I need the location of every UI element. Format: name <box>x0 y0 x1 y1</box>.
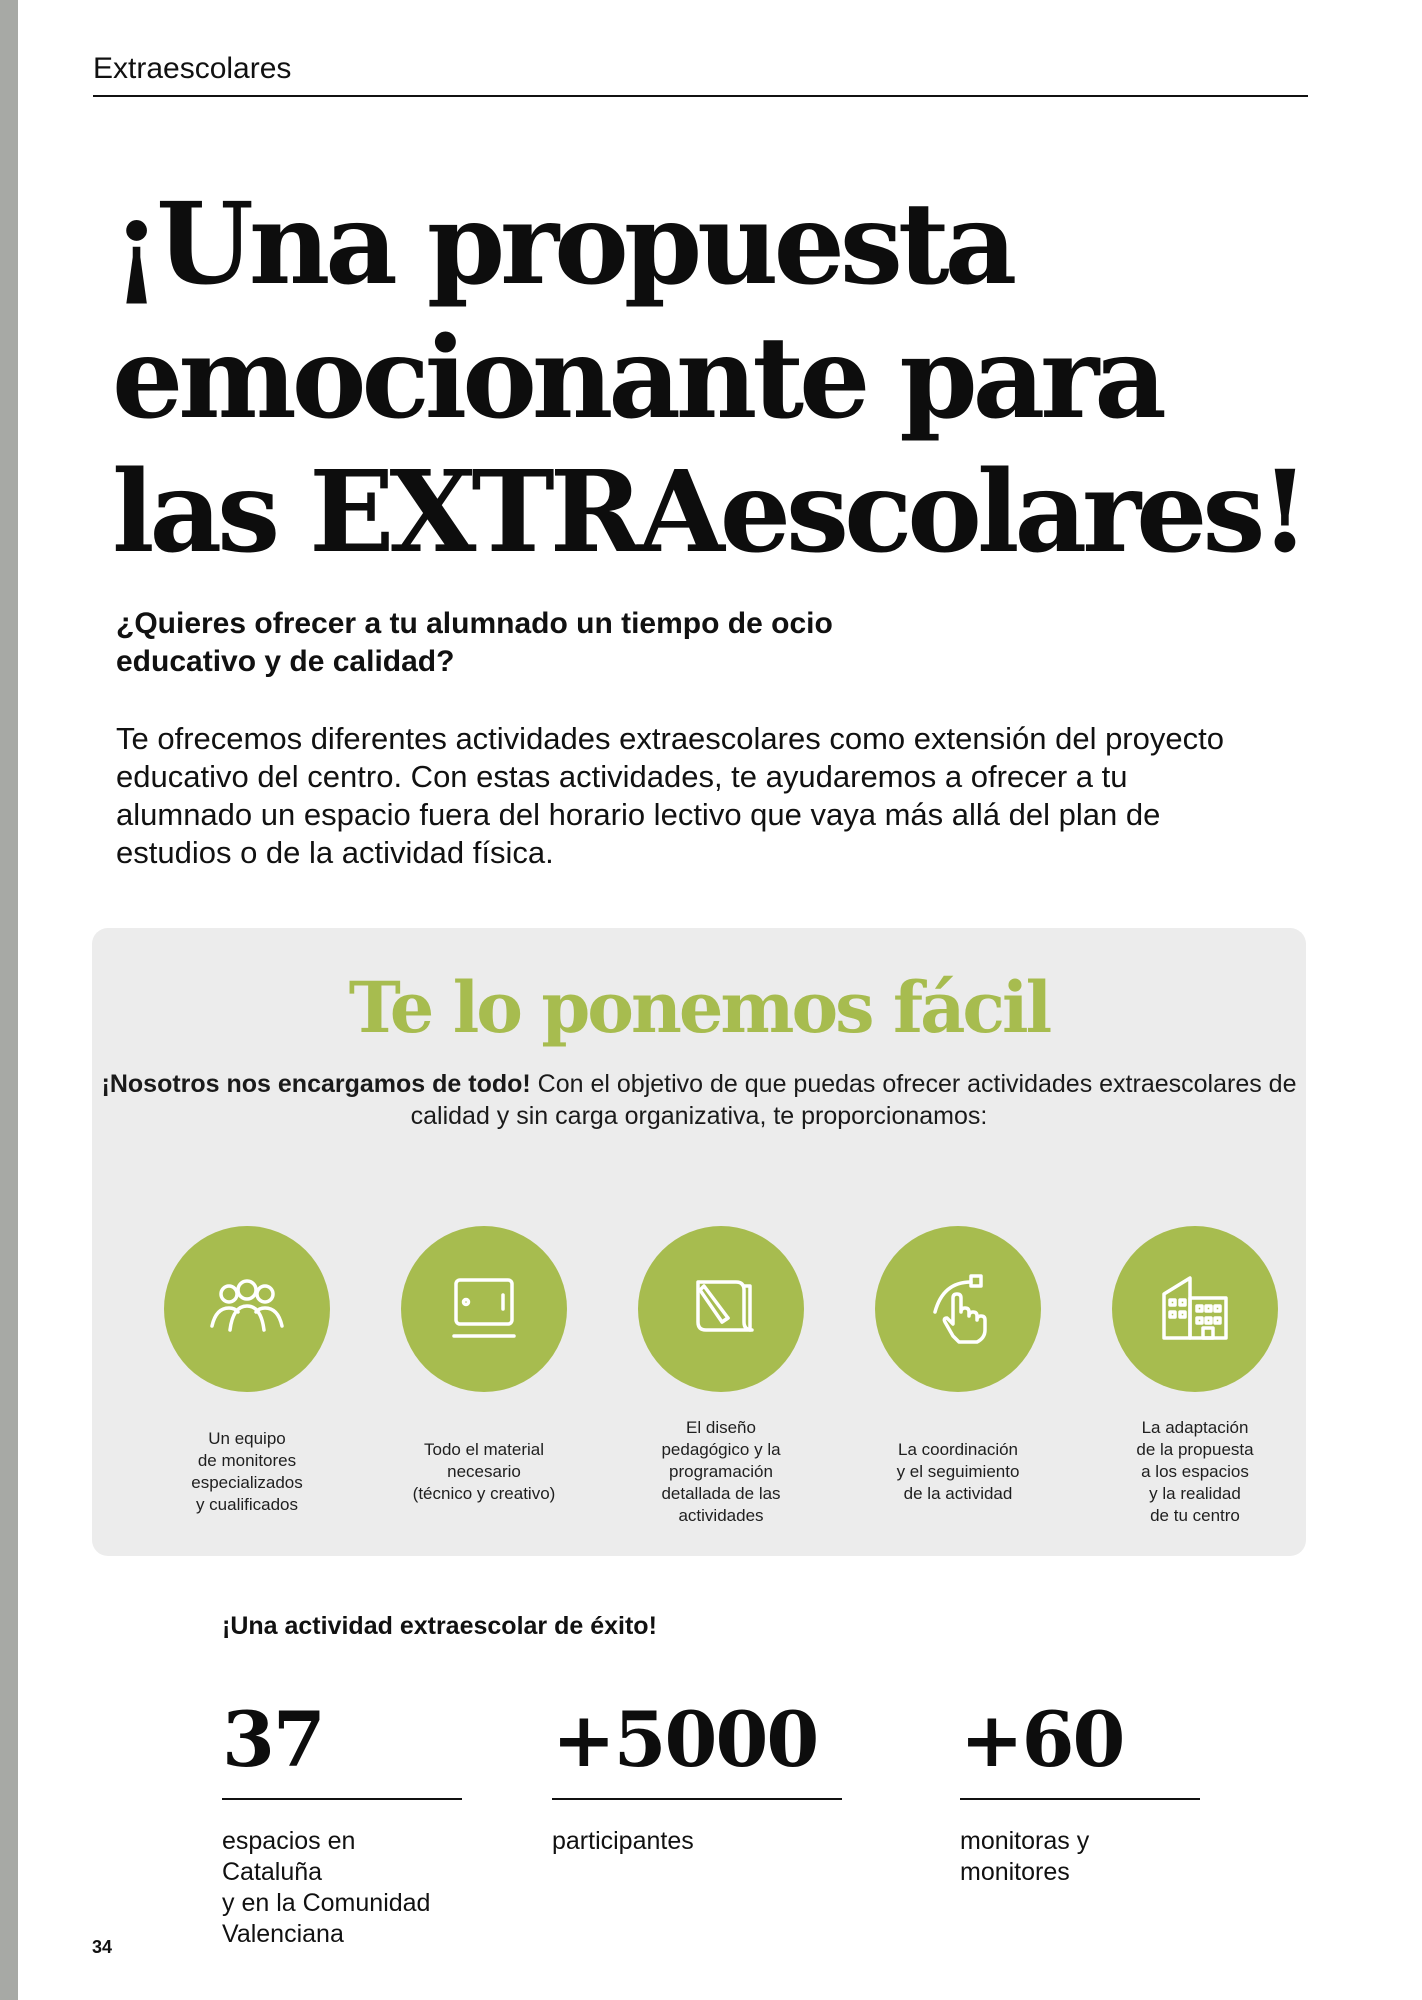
success-title: ¡Una actividad extraescolar de éxito! <box>222 1612 657 1640</box>
feature-panel <box>92 928 1306 1556</box>
stat-rule <box>960 1798 1200 1800</box>
stat-label: espacios en Cataluña y en la Comunidad Valenciana <box>222 1827 431 1948</box>
feature-item-material <box>369 1226 599 1528</box>
panel-lead <box>92 1068 1306 1132</box>
stat-monitors <box>960 1695 1200 1888</box>
feature-circle <box>164 1226 330 1392</box>
page-number: 34 <box>92 1937 113 1957</box>
feature-circle <box>875 1226 1041 1392</box>
feature-item-adaptation <box>1080 1226 1310 1528</box>
feature-item-coordination <box>843 1226 1073 1528</box>
stat-value: +5000 <box>552 1695 818 1784</box>
feature-circle <box>638 1226 804 1392</box>
lead-question: ¿Quieres ofrecer a tu alumnado un tiempo de ocio educativo y de calidad? <box>116 607 833 678</box>
stat-label: participantes <box>552 1827 694 1855</box>
headline-line-2: emocionante para <box>112 313 1162 444</box>
stat-participants <box>552 1695 842 1857</box>
headline-line-1: ¡Una propuesta <box>112 179 1013 310</box>
feature-caption: Un equipo de monitores especializados y cualificados <box>191 1429 303 1514</box>
feature-item-design <box>606 1226 836 1528</box>
intro-paragraph: Te ofrecemos diferentes actividades extraescolares como extensión del proyecto educativo del centro. Con estas actividades, te ayudaremos a ofrecer a tu alumnado un espacio fuera del horario lectivo que vaya más allá del plan de estudios o de la actividad física. <box>116 721 1224 870</box>
team-icon <box>202 1264 292 1354</box>
stat-label: monitoras y monitores <box>960 1827 1090 1886</box>
panel-title: Te lo ponemos fácil <box>348 966 1050 1049</box>
feature-caption: El diseño pedagógico y la programación detallada de las actividades <box>661 1418 781 1525</box>
headline <box>112 178 1305 580</box>
header-rule <box>93 95 1308 97</box>
page-edge-bar <box>0 0 18 2000</box>
stat-rule <box>552 1798 842 1800</box>
stat-rule <box>222 1798 462 1800</box>
stat-spaces <box>222 1695 462 1950</box>
pointer-hand-icon <box>913 1264 1003 1354</box>
panel-lead-bold: ¡Nosotros nos encargamos de todo! <box>101 1070 531 1098</box>
feature-caption: La coordinación y el seguimiento de la actividad <box>896 1440 1020 1503</box>
design-pencil-icon <box>676 1264 766 1354</box>
panel-lead-text: Con el objetivo de que puedas ofrecer actividades extraescolares de calidad y sin carga organizativa, te proporcionamos: <box>410 1070 1297 1130</box>
feature-caption: La adaptación de la propuesta a los espacios y la realidad de tu centro <box>1136 1418 1254 1525</box>
feature-item-team <box>132 1226 362 1528</box>
headline-line-3: las EXTRAescolares! <box>112 447 1305 578</box>
feature-circle <box>401 1226 567 1392</box>
tablet-icon <box>439 1264 529 1354</box>
building-icon <box>1150 1264 1240 1354</box>
feature-caption: Todo el material necesario (técnico y creativo) <box>412 1440 556 1503</box>
feature-circle <box>1112 1226 1278 1392</box>
stat-value: +60 <box>960 1695 1124 1784</box>
stat-value: 37 <box>222 1695 324 1784</box>
section-label: Extraescolares <box>93 52 292 85</box>
